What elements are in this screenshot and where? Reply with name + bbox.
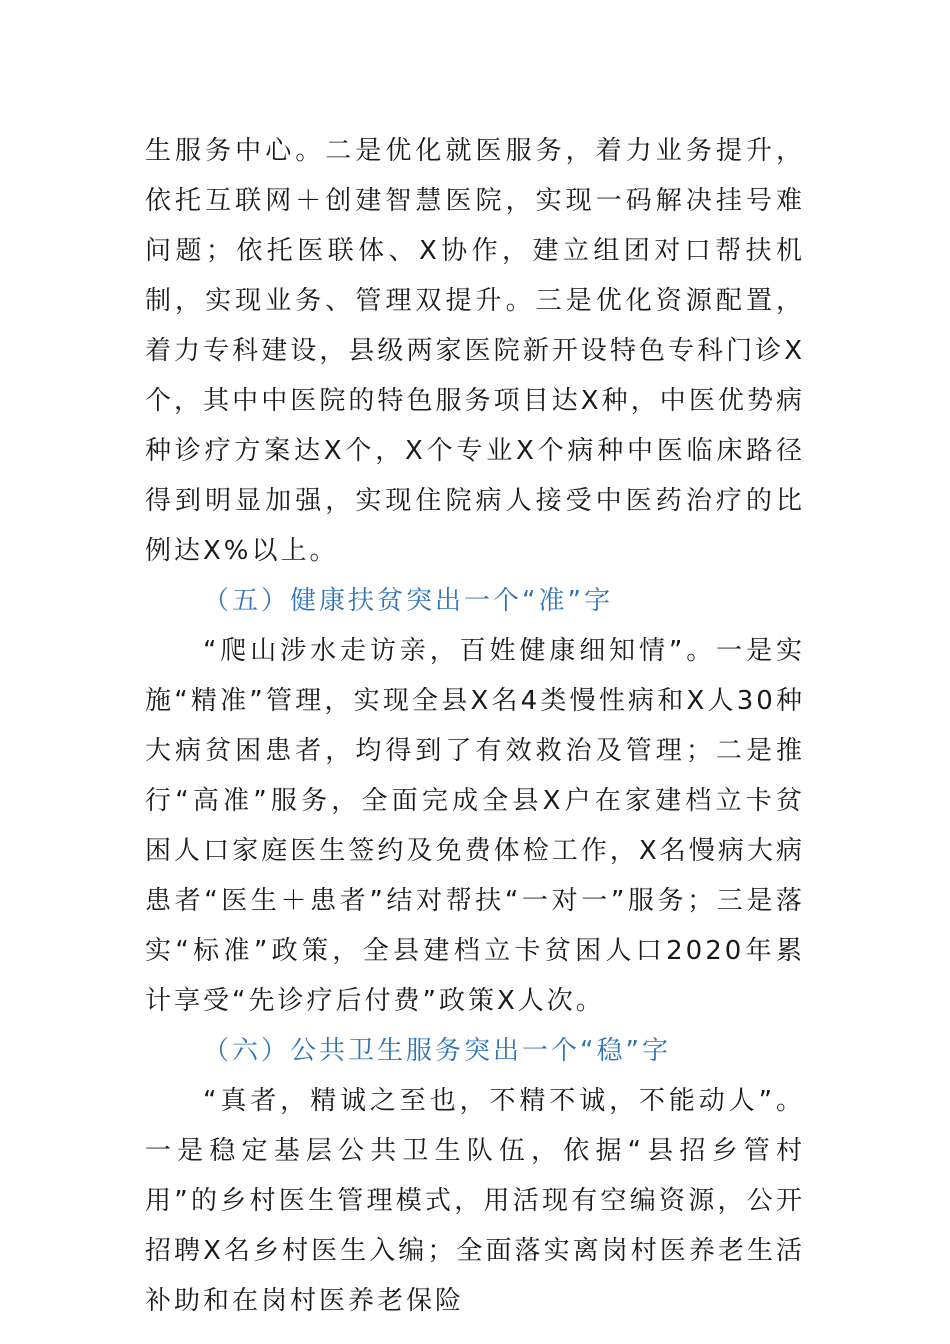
- paragraph-continued: 生服务中心。二是优化就医服务，着力业务提升，依托互联网＋创建智慧医院，实现一码解决挂号难问题；依托医联体、X协作，建立组团对口帮扶机制，实现业务、管理双提升。三是优化资源配置，着力专科建设，县级两家医院新开设特色专科门诊X个，其中中医院的特色服务项目达X种，中医优势病种诊疗方案达X个，X个专业X个病种中医临床路径得到明显加强，实现住院病人接受中医药治疗的比例达X%以上。: [145, 136, 805, 566]
- document-body: [145, 126, 805, 1326]
- paragraph-health-poverty: “爬山涉水走访亲，百姓健康细知情”。一是实施“精准”管理，实现全县X名4类慢性病和X人30种大病贫困患者，均得到了有效救治及管理；二是推行“高准”服务，全面完成全县X户在家建档立卡贫困人口家庭医生签约及免费体检工作，X名慢病大病患者“医生＋患者”结对帮扶“一对一”服务；三是落实“标准”政策，全县建档立卡贫困人口2020年累计享受“先诊疗后付费”政策X人次。: [145, 636, 805, 1016]
- section-heading-5: （五）健康扶贫突出一个“准”字: [203, 586, 613, 616]
- section-heading-6: （六）公共卫生服务突出一个“稳”字: [203, 1036, 671, 1066]
- paragraph-public-health: “真者，精诚之至也，不精不诚，不能动人”。一是稳定基层公共卫生队伍，依据“县招乡管村用”的乡村医生管理模式，用活现有空编资源，公开招聘X名乡村医生入编；全面落实离岗村医养老生活补助和在岗村医养老保险: [145, 1086, 805, 1316]
